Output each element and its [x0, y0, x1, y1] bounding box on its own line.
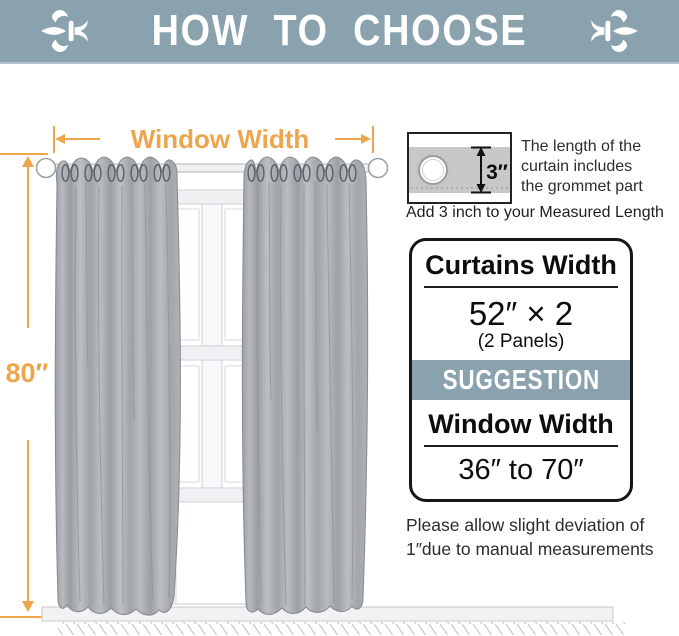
- header-banner: [0, 0, 679, 64]
- grommet-note-line: the grommet part: [521, 178, 643, 195]
- grommet-detail-diagram: [407, 132, 512, 204]
- fleur-de-lis-icon: [586, 4, 640, 58]
- page-title: HOW TO CHOOSE: [151, 6, 528, 55]
- window-width-label: Window Width: [130, 124, 310, 154]
- measured-length-tip: Add 3 inch to your Measured Length: [406, 204, 664, 221]
- curtains-width-title: Curtains Width: [425, 250, 617, 280]
- grommet-note-line: curtain includes: [521, 158, 633, 175]
- fleur-de-lis-icon: [39, 4, 93, 58]
- grommet-icon: [419, 156, 447, 184]
- footnote-line: 1″due to manual measurements: [406, 539, 654, 559]
- rod-finial-left: [37, 159, 56, 178]
- grommet-note-line: The length of the: [521, 138, 642, 155]
- rod-finial-right: [369, 159, 388, 178]
- window-width-title: Window Width: [428, 409, 614, 440]
- footnote-line: Please allow slight deviation of: [406, 515, 645, 535]
- floor-hatching: [58, 622, 626, 635]
- curtain-height-label: 80″: [5, 358, 49, 388]
- suggestion-label: SUGGESTION: [442, 364, 600, 396]
- window: [170, 190, 254, 604]
- curtains-width-value: 52″ × 2: [468, 294, 574, 332]
- window-width-range: 36″ to 70″: [458, 453, 584, 486]
- curtain-panel-right: [242, 157, 367, 615]
- curtain-panel-left: [55, 157, 180, 615]
- grommet-height-label: 3″: [486, 161, 508, 184]
- panels-note: (2 Panels): [477, 331, 565, 353]
